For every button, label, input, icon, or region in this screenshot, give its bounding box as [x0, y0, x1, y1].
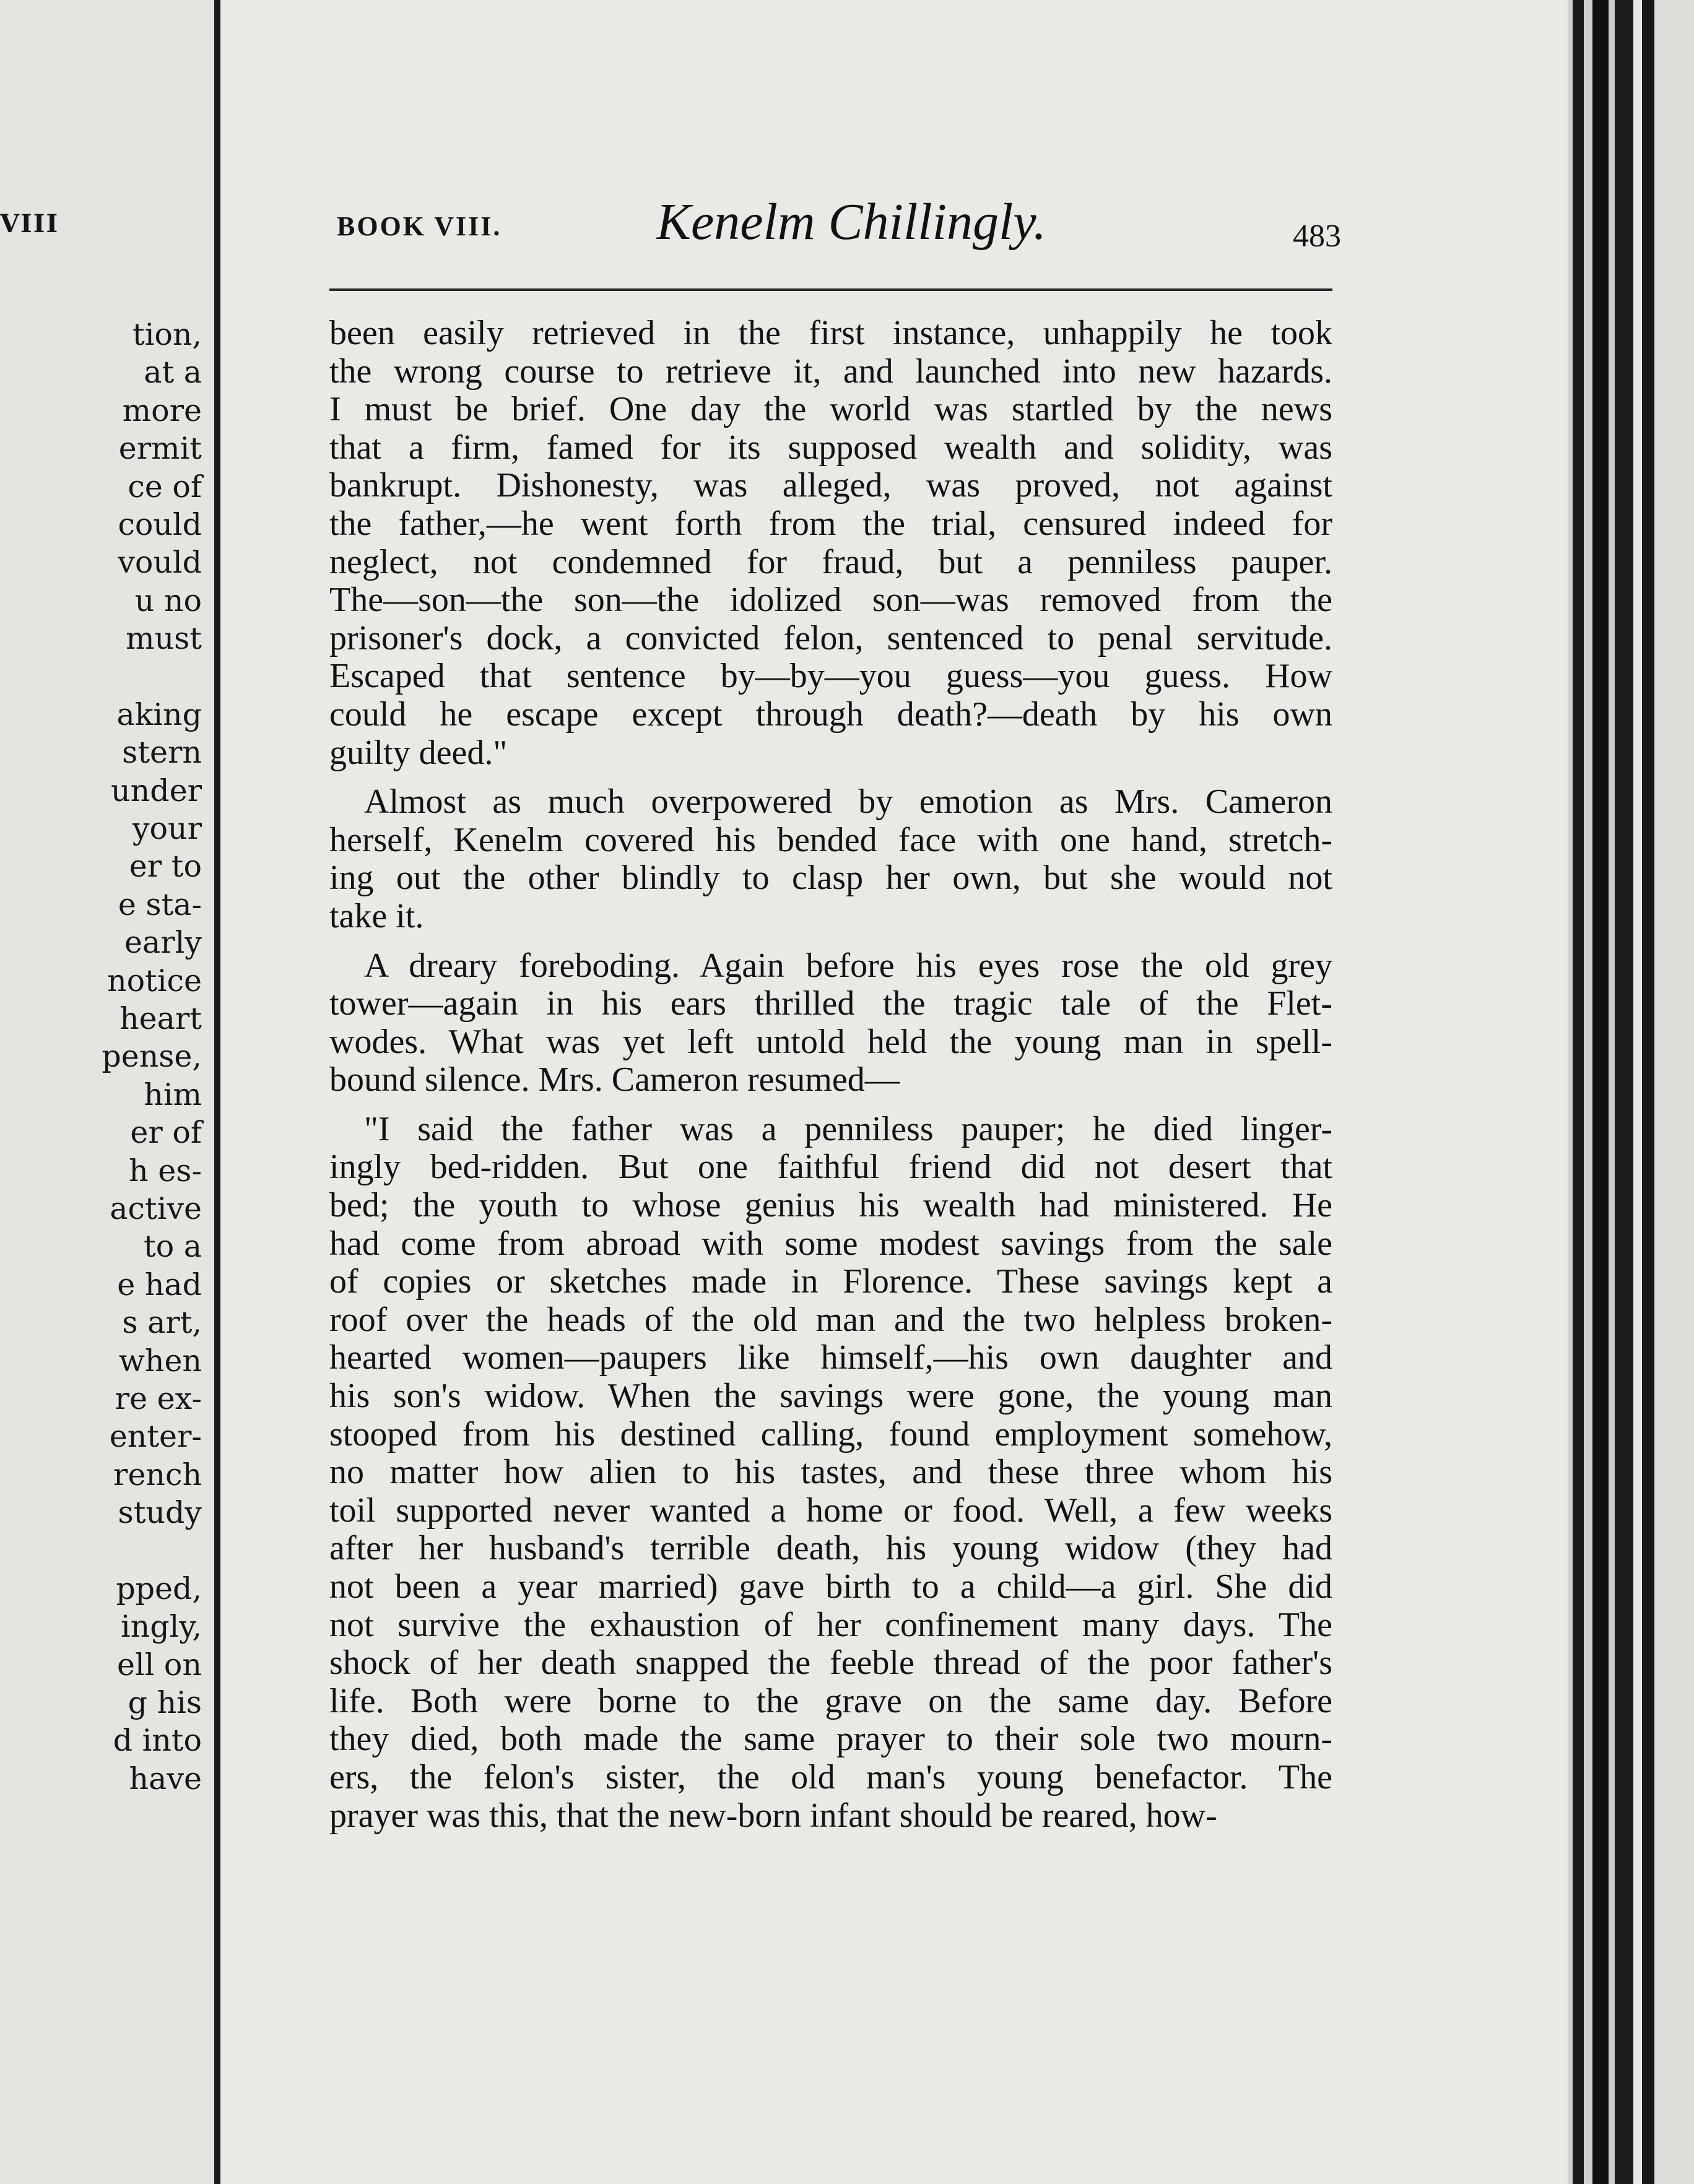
- left-page-line: active: [110, 1190, 202, 1226]
- left-page-line: d into: [113, 1723, 202, 1759]
- left-page-line: study: [118, 1495, 202, 1531]
- left-page-line: re ex-: [115, 1380, 202, 1416]
- left-page-line: u no: [134, 583, 202, 618]
- text-line: the wrong course to retrieve it, and launched into new hazards.: [329, 352, 1332, 391]
- text-line: they died, both made the same prayer to their sole two mourn-: [329, 1720, 1332, 1759]
- paragraph-gap: [329, 1099, 1332, 1111]
- left-page-line: pense,: [102, 1039, 202, 1075]
- left-facing-page: [0, 0, 215, 2184]
- left-page-line: heart: [119, 1001, 202, 1037]
- left-page-line: [0, 658, 202, 696]
- left-page-line: tion,: [132, 317, 202, 352]
- text-line: bound silence. Mrs. Cameron resumed—: [329, 1061, 900, 1099]
- left-page-line: stern: [122, 735, 202, 771]
- left-page-line: pped,: [116, 1571, 202, 1606]
- text-line: stooped from his destined calling, found employment somehow,: [329, 1415, 1332, 1454]
- paragraph: [329, 947, 1332, 1099]
- text-line: roof over the heads of the old man and the two helpless broken-: [329, 1301, 1332, 1339]
- text-line: shock of her death snapped the feeble thread of the poor father's: [329, 1644, 1332, 1683]
- left-page-line: have: [129, 1761, 202, 1796]
- text-line: been easily retrieved in the first instance, unhappily he took: [329, 314, 1332, 352]
- paragraph-gap: [329, 772, 1332, 783]
- text-line: bankrupt. Dishonesty, was alleged, was proved, not against: [329, 467, 1332, 505]
- text-line: prisoner's dock, a convicted felon, sentenced to penal servitude.: [329, 619, 1332, 657]
- text-line: could he escape except through death?—death by his own: [329, 695, 1332, 734]
- book-label: BOOK VIII.: [337, 211, 502, 241]
- book-edge: [1568, 0, 1694, 2184]
- paragraph-gap: [329, 936, 1332, 947]
- text-line: "I said the father was a penniless pauper; he died linger-: [364, 1110, 1332, 1148]
- left-page-line: when: [118, 1343, 202, 1379]
- left-page-text-fragments: [0, 316, 202, 1798]
- text-line: the father,—he went forth from the trial, censured indeed for: [329, 505, 1332, 543]
- left-page-line: e sta-: [118, 886, 202, 922]
- body-text: [329, 314, 1332, 1835]
- left-page-line: early: [124, 925, 202, 961]
- left-page-line: him: [144, 1077, 202, 1112]
- text-line: bed; the youth to whose genius his wealth had ministered. He: [329, 1187, 1332, 1225]
- left-page-line: more: [122, 392, 202, 428]
- text-line: had come from abroad with some modest savings from the sale: [329, 1224, 1332, 1263]
- left-page-line: could: [118, 506, 202, 542]
- left-page-line: h es-: [129, 1153, 202, 1189]
- left-page-line: e had: [117, 1267, 202, 1302]
- left-page-line: enter-: [109, 1419, 202, 1455]
- left-page-line: aking: [116, 696, 202, 732]
- left-running-head: VIII: [0, 209, 59, 238]
- paragraph: [329, 314, 1332, 772]
- text-line: hearted women—paupers like himself,—his own daughter and: [329, 1339, 1332, 1377]
- text-line: toil supported never wanted a home or food. Well, a few weeks: [329, 1491, 1332, 1530]
- book-page: [220, 0, 1568, 2184]
- running-head: [220, 0, 1568, 297]
- text-line: ing out the other blindly to clasp her own, but she would not: [329, 859, 1332, 898]
- book-gutter: [214, 0, 220, 2184]
- text-line: The—son—the son—the idolized son—was removed from the: [329, 581, 1332, 620]
- left-page-line: ell on: [117, 1647, 202, 1683]
- left-page-line: must: [126, 621, 202, 657]
- text-line: neglect, not condemned for fraud, but a penniless pauper.: [329, 543, 1332, 581]
- left-page-line: [0, 1532, 202, 1570]
- text-line: prayer was this, that the new-born infant should be reared, how-: [329, 1796, 1217, 1835]
- text-line: take it.: [329, 897, 424, 935]
- left-page-line: g his: [128, 1685, 202, 1721]
- left-page-line: er of: [130, 1115, 202, 1151]
- left-page-line: vould: [118, 545, 202, 581]
- paragraph: [329, 783, 1332, 935]
- left-page-line: ermit: [118, 431, 202, 467]
- text-line: not survive the exhaustion of her confinement many days. The: [329, 1606, 1332, 1644]
- left-page-line: ingly,: [120, 1609, 202, 1645]
- left-page-line: rench: [113, 1457, 202, 1493]
- text-line: not been a year married) gave birth to a child—a girl. She did: [329, 1568, 1332, 1606]
- left-page-line: s art,: [122, 1305, 202, 1341]
- header-rule: [329, 288, 1332, 291]
- text-line: A dreary foreboding. Again before his eyes rose the old grey: [364, 947, 1332, 985]
- left-page-line: notice: [107, 963, 202, 999]
- text-line: tower—again in his ears thrilled the tragic tale of the Flet-: [329, 985, 1332, 1023]
- text-line: I must be brief. One day the world was startled by the news: [329, 391, 1332, 429]
- left-page-line: er to: [129, 849, 202, 885]
- text-line: herself, Kenelm covered his bended face with one hand, stretch-: [329, 821, 1332, 859]
- text-line: that a firm, famed for its supposed wealth and solidity, was: [329, 428, 1332, 467]
- left-page-line: your: [132, 811, 202, 847]
- page-number: 483: [1293, 219, 1341, 254]
- running-title: Kenelm Chillingly.: [656, 193, 1046, 251]
- text-line: guilty deed.": [329, 734, 508, 772]
- text-line: Escaped that sentence by—by—you guess—you guess. How: [329, 657, 1332, 696]
- text-line: life. Both were borne to the grave on the same day. Before: [329, 1682, 1332, 1720]
- text-line: ers, the felon's sister, the old man's young benefactor. The: [329, 1758, 1332, 1796]
- text-line: no matter how alien to his tastes, and these three whom his: [329, 1454, 1332, 1492]
- text-line: of copies or sketches made in Florence. These savings kept a: [329, 1263, 1332, 1301]
- left-page-line: to a: [144, 1229, 202, 1265]
- left-page-line: under: [111, 773, 202, 808]
- text-line: ingly bed-ridden. But one faithful friend did not desert that: [329, 1148, 1332, 1187]
- left-page-line: at a: [144, 355, 202, 391]
- text-line: after her husband's terrible death, his young widow (they had: [329, 1530, 1332, 1568]
- paragraph: [329, 1111, 1332, 1835]
- text-line: Almost as much overpowered by emotion as Mrs. Cameron: [364, 783, 1332, 821]
- text-line: his son's widow. When the savings were gone, the young man: [329, 1377, 1332, 1416]
- text-line: wodes. What was yet left untold held the young man in spell-: [329, 1023, 1332, 1061]
- left-page-line: ce of: [128, 469, 202, 505]
